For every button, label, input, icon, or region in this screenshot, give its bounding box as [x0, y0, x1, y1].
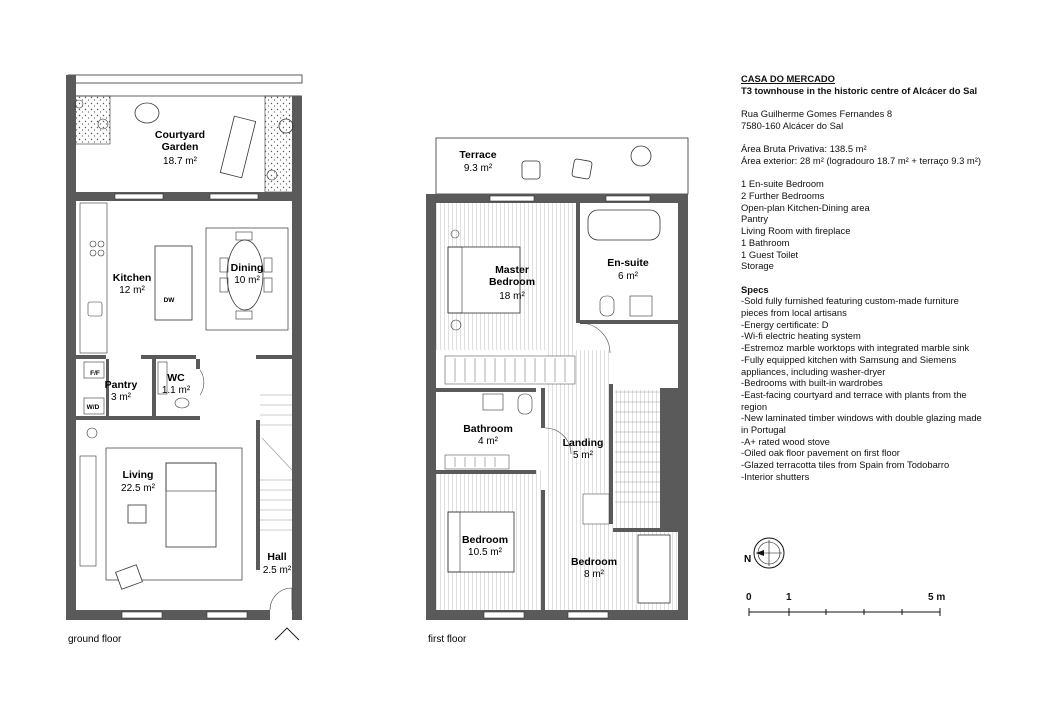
area-line: Área Bruta Privativa: 138.5 m² [741, 143, 867, 155]
spec-item: -Bedrooms with built-in wardrobes [741, 377, 883, 389]
rooms-list-item: 2 Further Bedrooms [741, 189, 825, 201]
floor-caption: first floor [428, 634, 467, 645]
north-compass-icon [754, 538, 784, 568]
room-name-courtyard: Courtyard Garden [154, 129, 206, 153]
property-title: CASA DO MERCADO [741, 73, 835, 84]
room-name: En-suite [607, 257, 649, 269]
rooms-list-item: 1 Guest Toilet [741, 248, 799, 260]
scale-label-start: 0 [746, 592, 752, 603]
rooms-list-item: 1 En-suite Bedroom [741, 178, 824, 190]
wood-stove [87, 428, 97, 438]
ground-floor-plan [66, 75, 302, 645]
window [122, 612, 162, 618]
specs-heading: Specs [741, 283, 769, 295]
staircase [260, 395, 292, 530]
scale-label-mid: 1 [786, 592, 792, 603]
exterior-wall [292, 96, 302, 620]
property-subtitle: T3 townhouse in the historic centre of Alcácer do Sal [741, 84, 978, 96]
exterior-wall [66, 610, 302, 620]
window [115, 194, 163, 199]
room-name: Hall [267, 551, 287, 563]
scale-label-end: 5 m [928, 592, 946, 603]
bed [638, 535, 670, 603]
appliance-label: F/F [90, 370, 100, 377]
spec-item: -East-facing courtyard and terrace with plants from the region [741, 388, 967, 412]
garden-table [135, 103, 159, 123]
room-name: Kitchen [112, 272, 152, 284]
room-area: 8 m² [584, 569, 604, 580]
rooms-list-item: 1 Bathroom [741, 236, 790, 248]
exterior-wall [66, 75, 76, 620]
rooms-list-item: Open-plan Kitchen-Dining area [741, 201, 870, 213]
room-area: 22.5 m² [121, 483, 155, 494]
room-name: Dining [230, 262, 264, 274]
room-area: 3 m² [111, 392, 131, 403]
coffee-table [128, 505, 146, 523]
room-name: Pantry [104, 379, 138, 391]
rooms-list-item: Pantry [741, 213, 769, 225]
room-name-master-bedroom: Master Bedroom [488, 264, 536, 288]
room-name: Bedroom [461, 534, 509, 546]
rooms-list-item: Living Room with fireplace [741, 225, 851, 237]
rooms-list-item: Storage [741, 260, 774, 272]
appliance-label: W/D [86, 404, 100, 411]
property-info [741, 73, 986, 483]
interior-wall [66, 192, 302, 201]
specs-list [741, 295, 986, 482]
entrance-arrow-icon [275, 628, 299, 640]
compass-north-label: N [744, 554, 752, 565]
spec-item: -Glazed terracotta tiles from Spain from Todobarro [741, 459, 950, 471]
floor-caption: ground floor [68, 634, 122, 645]
kitchen-island [155, 246, 192, 320]
sofa [166, 463, 216, 547]
window [207, 612, 247, 618]
spec-item: -Interior shutters [741, 470, 810, 482]
door-swing [270, 588, 292, 610]
room-area: 18.7 m² [163, 156, 197, 167]
rooms-list [741, 178, 986, 272]
room-area: 12 m² [119, 285, 145, 296]
spec-item: -Estremoz marble worktops with integrated marble sink [741, 342, 970, 354]
spec-item: -Fully equipped kitchen with Samsung and Siemens appliances, including washer-dryer [741, 353, 957, 377]
room-area: 10 m² [234, 275, 260, 286]
sun-lounger [220, 116, 255, 178]
spec-item: -Sold fully furnished featuring custom-made furniture pieces from local artisans [741, 295, 959, 318]
room-area: 9.3 m² [463, 163, 493, 174]
spec-item: -A+ rated wood stove [741, 435, 830, 447]
bathtub [588, 210, 660, 240]
room-area: 6 m² [618, 271, 638, 282]
appliance-label: DW [163, 297, 175, 304]
area-line: Área exterior: 28 m² (logradouro 18.7 m² + terraço 9.3 m²) [741, 154, 981, 166]
entrance-door-opening [270, 610, 292, 620]
spec-item: -Wi-fi electric heating system [741, 330, 861, 342]
spec-item: -Energy certificate: D [741, 318, 829, 330]
exterior-wall [678, 194, 688, 620]
scale-labels [742, 592, 962, 622]
exterior-wall [426, 194, 436, 620]
room-area: 18 m² [499, 291, 525, 302]
room-name: Landing [562, 437, 604, 449]
room-name: WC [167, 372, 185, 384]
address-line: 7580-160 Alcácer do Sal [741, 119, 844, 131]
room-area: 5 m² [573, 450, 593, 461]
spec-item: -New laminated timber windows with double glazing made in Portugal [741, 412, 982, 436]
spec-item: -Oiled oak floor pavement on first floor [741, 447, 900, 459]
room-area: 1.1 m² [161, 385, 191, 396]
window [210, 194, 258, 199]
room-name: Living [122, 469, 154, 481]
address-line: Rua Guilherme Gomes Fernandes 8 [741, 108, 893, 120]
room-name: Bedroom [570, 556, 618, 568]
room-name: Terrace [459, 149, 497, 161]
kitchen-counter [80, 203, 107, 353]
room-name: Bathroom [463, 423, 513, 435]
first-floor-plan [426, 138, 688, 645]
armchair [116, 565, 143, 589]
room-area: 2.5 m² [262, 565, 292, 576]
room-area: 4 m² [478, 436, 498, 447]
room-area: 10.5 m² [468, 547, 502, 558]
